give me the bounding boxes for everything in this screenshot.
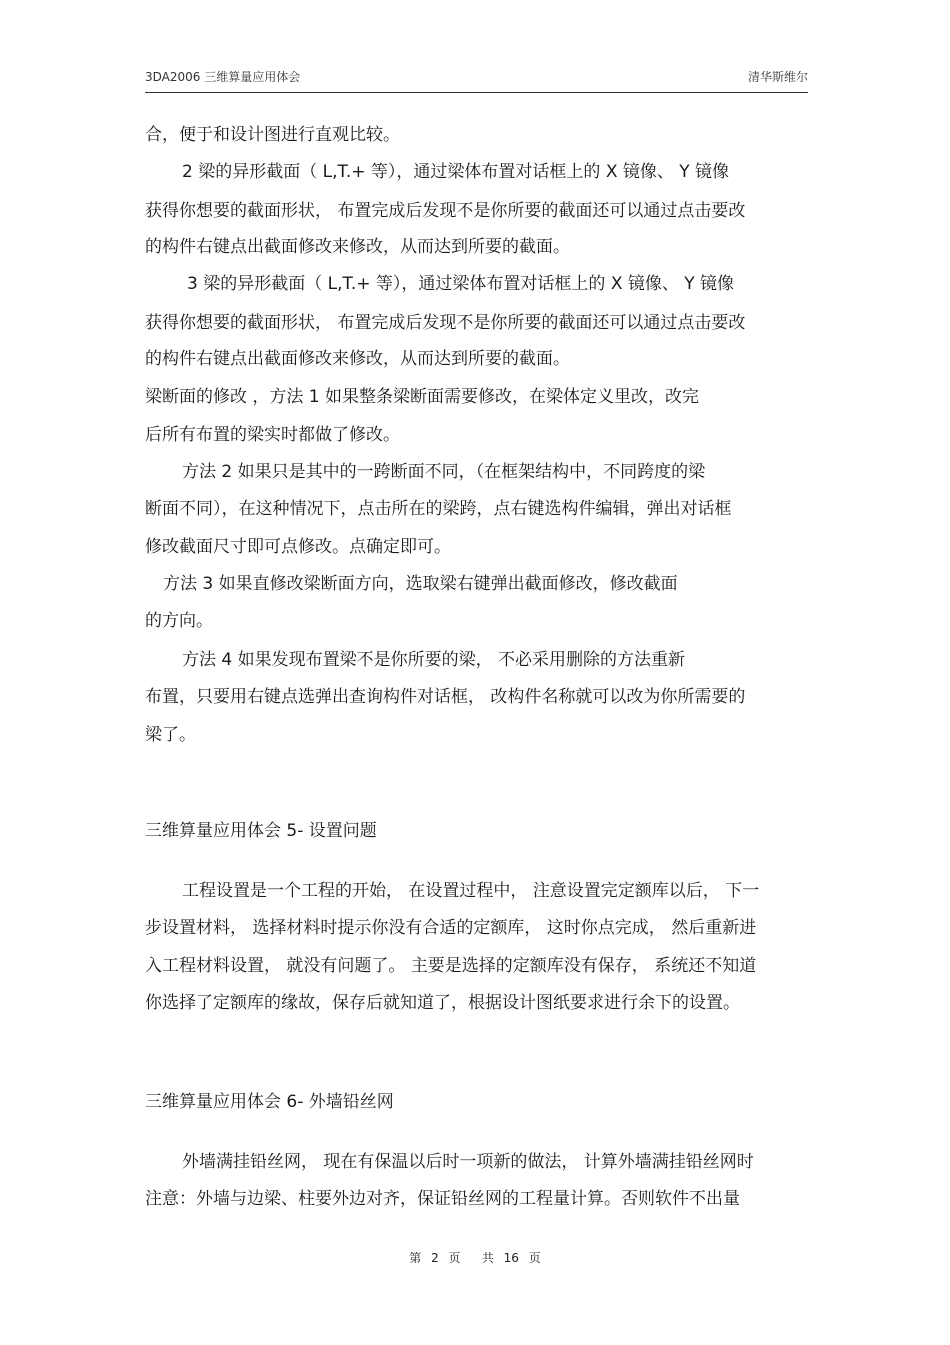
- header-title: 3DA2006 三维算量应用体会: [145, 70, 301, 84]
- text-line: 方法 4 如果发现布置梁不是你所要的梁， 不必采用删除的方法重新: [182, 650, 686, 670]
- total-unit: 页: [528, 1251, 541, 1265]
- text-line: 工程设置是一个工程的开始， 在设置过程中， 注意设置完定额库以后， 下一: [182, 881, 760, 901]
- text-line: 外墙满挂铅丝网， 现在有保温以后时一项新的做法， 计算外墙满挂铅丝网时: [182, 1152, 754, 1172]
- text-line: 布置，只要用右键点选弹出查询构件对话框， 改构件名称就可以改为你所需要的: [145, 687, 746, 707]
- text-line: 注意：外墙与边梁、柱要外边对齐，保证铅丝网的工程量计算。否则软件不出量: [145, 1189, 740, 1209]
- total-label: 共: [481, 1251, 494, 1265]
- text-line: 3 梁的异形截面（ L,T.+ 等），通过梁体布置对话框上的 X 镜像、 Y 镜像: [187, 274, 735, 294]
- text-line: 2 梁的异形截面（ L,T.+ 等），通过梁体布置对话框上的 X 镜像、 Y 镜像: [182, 162, 730, 182]
- text-line: 获得你想要的截面形状， 布置完成后发现不是你所要的截面还可以通过点击要改: [145, 313, 746, 333]
- text-line: 梁断面的修改 ，方法 1 如果整条梁断面需要修改，在梁体定义里改，改完: [145, 387, 700, 407]
- page-footer: [0, 1249, 950, 1266]
- page-number: 2: [431, 1251, 439, 1265]
- text-line: 的方向。: [145, 611, 213, 631]
- text-line: 后所有布置的梁实时都做了修改。: [145, 425, 400, 445]
- text-line: 方法 3 如果直修改梁断面方向，选取梁右键弹出截面修改，修改截面: [163, 574, 678, 594]
- section-title: 三维算量应用体会 5- 设置问题: [145, 821, 377, 841]
- text-line: 你选择了定额库的缘故，保存后就知道了，根据设计图纸要求进行余下的设置。: [145, 993, 740, 1013]
- total-pages: 16: [503, 1251, 519, 1265]
- page-label: 第: [409, 1251, 422, 1265]
- text-line: 的构件右键点出截面修改来修改，从而达到所要的截面。: [145, 237, 570, 257]
- text-line: 合，便于和设计图进行直观比较。: [145, 125, 400, 145]
- text-line: 步设置材料， 选择材料时提示你没有合适的定额库， 这时你点完成， 然后重新进: [145, 918, 757, 938]
- text-line: 修改截面尺寸即可点修改。点确定即可。: [145, 537, 451, 557]
- text-line: 入工程材料设置， 就没有问题了。 主要是选择的定额库没有保存， 系统还不知道: [145, 956, 757, 976]
- page-header: [145, 68, 808, 93]
- text-line: 的构件右键点出截面修改来修改，从而达到所要的截面。: [145, 349, 570, 369]
- text-line: 梁了。: [145, 725, 196, 745]
- section-title: 三维算量应用体会 6- 外墙铅丝网: [145, 1092, 394, 1112]
- header-company: 清华斯维尔: [747, 70, 808, 84]
- text-line: 方法 2 如果只是其中的一跨断面不同，（在框架结构中，不同跨度的梁: [182, 462, 706, 482]
- text-line: 断面不同），在这种情况下，点击所在的梁跨，点右键选构件编辑，弹出对话框: [145, 499, 732, 519]
- text-line: 获得你想要的截面形状， 布置完成后发现不是你所要的截面还可以通过点击要改: [145, 201, 746, 221]
- page-unit: 页: [448, 1251, 461, 1265]
